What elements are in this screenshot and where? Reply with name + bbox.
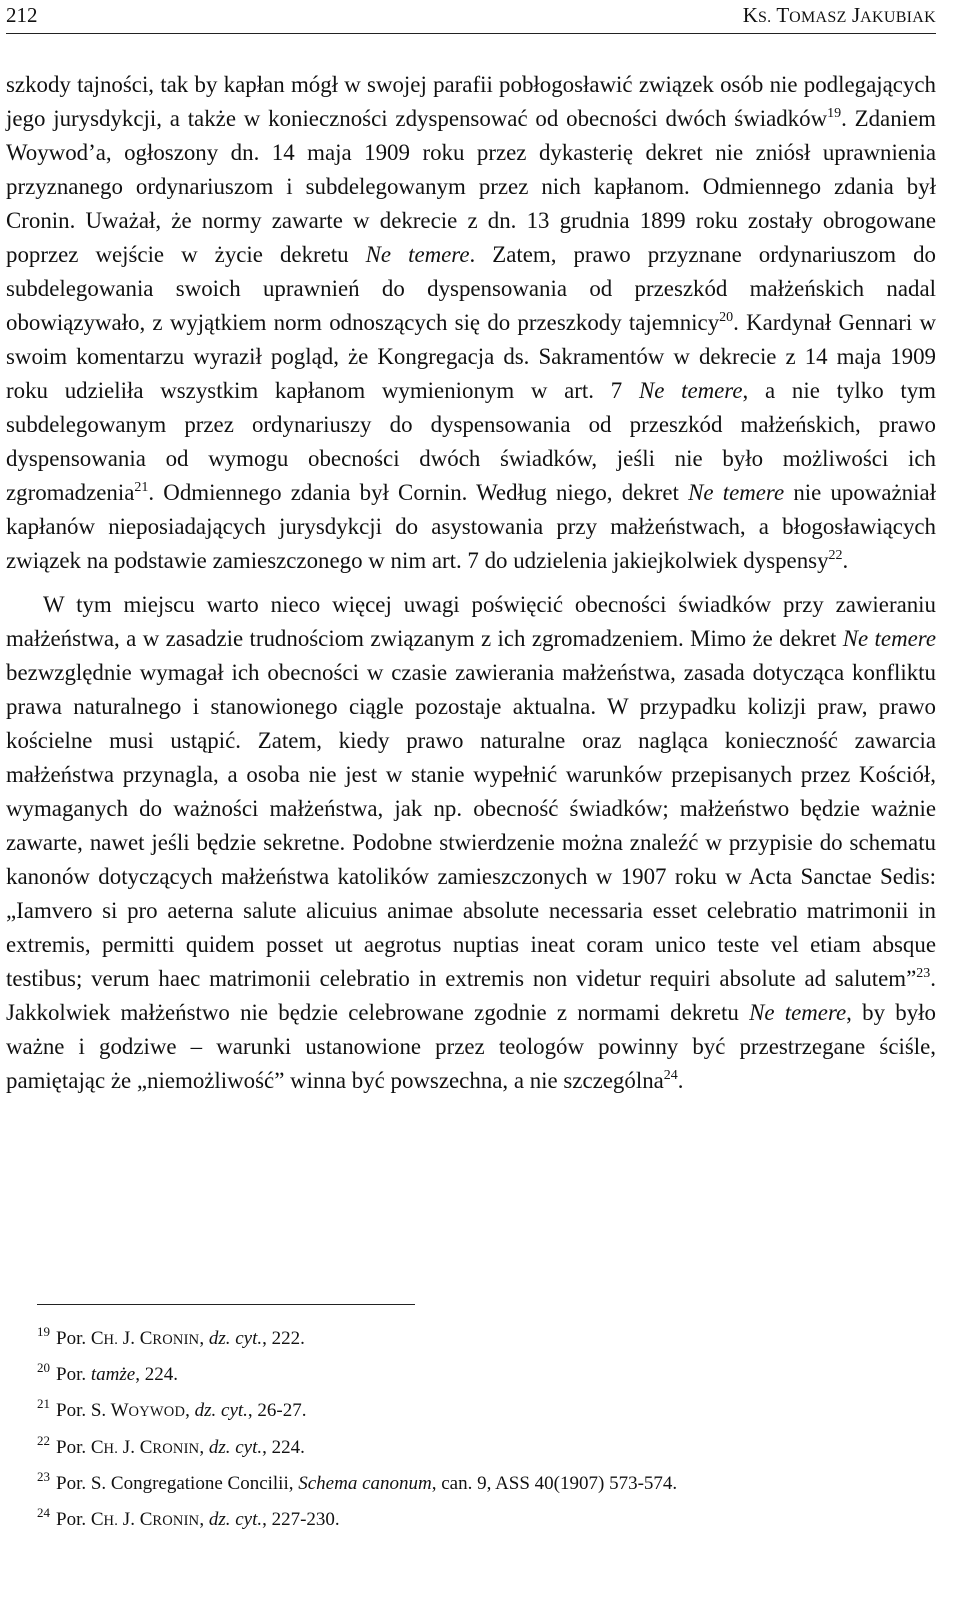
footnote-21: $^{21}$ Por. S. WOYWOD, dz. cyt., 26-27.: [37, 1396, 307, 1422]
running-author: KS. TOMASZ JAKUBIAK: [742, 3, 936, 27]
paragraph-2: W tym miejscu warto nieco więcej uwagi poświęcić obecności świadków przy zawieraniu małżeństwa, a w zasadzie trudnościom związanym z ich zgromadzeniem. Mimo że dekret Ne temere bezwzględnie wymagał ich obecności w czasie zawierania małżeństwa, zasada dotycząca konfliktu prawa naturalnego i stanowionego ciągle pozostaje aktualna. W przypadku kolizji praw, prawo kościelne musi ustąpić. Zatem, kiedy prawo naturalne oraz nagląca konieczność zawarcia małżeństwa przynagla, a osoba nie jest w stanie wypełnić warunków przepisanych przez Kościół, wymaganych do ważności małżeństwa, jak np. obecność świadków; małżeństwo będzie ważnie zawarte, nawet jeśli będzie sekretne. Podobne stwierdzenie można znaleźć w przypisie do schematu kanonów dotyczących małżeństwa katolików zamieszczonych w 1907 roku w Acta Sanctae Sedis: „Iamvero si pro aeterna salute alicuius animae absolute necessaria esset celebratio matrimonii in extremis, permitti quidem posset ut aegrotus nuptias ineat coram unico teste vel etiam absque testibus; verum haec matrimonii celebratio in extremis non videtur requiri absolute ad salutem”$^{23}$. Jakkolwiek małżeństwo nie będzie celebrowane zgodnie z normami dekretu Ne temere, by było ważne i godziwe – warunki ustanowione przez teologów powinny być przestrzegane ściśle, pamiętając że „niemożliwość” winna być powszechna, a nie szczególna$^{24}$.: [6, 592, 936, 1093]
footnote-22: $^{22}$ Por. CH. J. CRONIN, dz. cyt., 224.: [37, 1432, 305, 1458]
running-header: [6, 0, 936, 34]
page-number: 212: [6, 3, 38, 27]
paragraph-1: szkody tajności, tak by kapłan mógł w swojej parafii pobłogosławić związek osób nie podlegających jego jurysdykcji, a także w konieczności zdyspensować od obecności dwóch świadków$^{19}$. Zdaniem Woywod’a, ogłoszony dn. 14 maja 1909 roku przez dykasterię dekret nie zniósł uprawnienia przyznanego ordynariuszom i subdelegowanym przez nich kapłanom. Odmiennego zdania był Cronin. Uważał, że normy zawarte w dekrecie z dn. 13 grudnia 1899 roku zostały obrogowane poprzez wejście w życie dekretu Ne temere. Zatem, prawo przyznane ordynariuszom do subdelegowania swoich uprawnień do dyspensowania od przeszkód małżeńskich nadal obowiązywało, z wyjątkiem norm odnoszących się do przeszkody tajemnicy$^{20}$. Kardynał Gennari w swoim komentarzu wyraził pogląd, że Kongregacja ds. Sakramentów w dekrecie z 14 maja 1909 roku udzieliła wszystkim kapłanom wymienionym w art. 7 Ne temere, a nie tylko tym subdelegowanym przez ordynariuszy do dyspensowania od przeszkód małżeńskich, prawo dyspensowania od wymogu obecności dwóch świadków, jeśli nie było możliwości ich zgromadzenia$^{21}$. Odmiennego zdania był Cornin. Według niego, dekret Ne temere nie upoważniał kapłanów nieposiadających jurysdykcji do asystowania przy małżeństwach, a błogosławiących związek na podstawie zamieszczonego w nim art. 7 do udzielenia jakiejkolwiek dyspensy$^{22}$.: [6, 72, 936, 573]
main-text: [6, 68, 936, 1098]
footnotes: [37, 1326, 937, 1543]
footnote-24: $^{24}$ Por. CH. J. CRONIN, dz. cyt., 227-230.: [37, 1504, 340, 1530]
footnote-20: $^{20}$ Por. tamże, 224.: [37, 1360, 178, 1386]
footnote-23: $^{23}$ Por. S. Congregatione Concilii, Schema canonum, can. 9, ASS 40(1907) 573-574.: [37, 1468, 678, 1494]
page: [6, 0, 936, 1098]
footnote-19: $^{19}$ Por. CH. J. CRONIN, dz. cyt., 222.: [37, 1324, 305, 1349]
footnote-separator: [37, 1304, 415, 1305]
